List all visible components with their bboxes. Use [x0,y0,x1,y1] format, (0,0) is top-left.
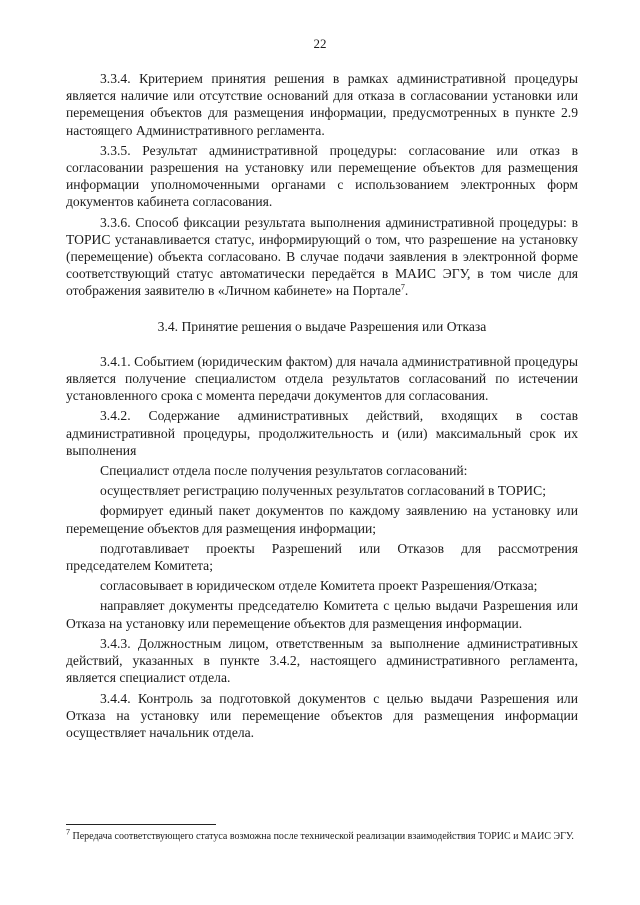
paragraph-3-3-5: 3.3.5. Результат административной процедуры: согласование или отказ в согласовании разрешения на установку или перемещение объектов для размещения информации уполномоченными органами с использованием электронных форм документов кабинета согласования. [66,142,578,210]
list-item: согласовывает в юридическом отделе Комитета проект Разрешения/Отказа; [100,578,538,594]
document-body [66,70,578,744]
footnote-text: Передача соответствующего статуса возможна после технической реализации взаимодействия ТОРИС и МАИС ЭГУ. [72,831,574,842]
list-item: осуществляет регистрацию полученных результатов согласований в ТОРИС; [100,483,546,499]
paragraph-3-4-4: 3.4.4. Контроль за подготовкой документов с целью выдачи Разрешения или Отказа на установку или перемещение объектов для размещения информации осуществляет начальник отдела. [66,690,578,740]
paragraph-3-3-4: 3.3.4. Критерием принятия решения в рамках административной процедуры является наличие или отсутствие оснований для отказа в согласовании установки или перемещения объектов для размещения информации, предусмотренных в пункте 2.9 настоящего Административного регламента. [66,71,578,138]
page-number: 22 [313,36,327,51]
paragraph-3-4-1: 3.4.1. Событием (юридическим фактом) для начала административной процедуры является получение специалистом отдела результатов согласований по истечении установленного срока с момента передачи документов для согласования. [66,353,578,404]
list-item: формирует единый пакет документов по каждому заявлению на установку или перемещение объектов для размещения информации; [66,503,578,536]
paragraph-3-4-2: 3.4.2. Содержание административных действий, входящих в состав административной процедуры, продолжительность и (или) максимальный срок их выполнения [66,408,578,458]
footnote-ref: 7 [400,282,405,292]
paragraph-3-4-3: 3.4.3. Должностным лицом, ответственным за выполнение административных действий, указанных в пункте 3.4.2, настоящего административного регламента, является специалист отдела. [66,635,578,686]
list-item: подготавливает проекты Разрешений или Отказов для рассмотрения председателем Комитета; [66,540,578,574]
paragraph-3-3-6-text: 3.3.6. Способ фиксации результата выполнения административной процедуры: в ТОРИС устанавливается статус, информирующий о том, что разрешение на установку (перемещение) объекта согласовано. В случае подачи заявления в электронной форме соответствующий статус автоматически передаётся в МАИС ЭГУ, в том числе для отображения заявителю в «Личном кабинете» на Портале [66,214,578,299]
footnote [66,827,578,843]
list-item: направляет документы председателю Комитета с целью выдачи Разрешения или Отказа на установку или перемещение объектов для размещения информации. [66,598,578,631]
section-title: 3.4. Принятие решения о выдаче Разрешения или Отказа [157,318,487,334]
list-intro: Специалист отдела после получения результатов согласований: [100,463,468,479]
footnote-number: 7 [66,827,70,837]
footnote-divider [66,824,216,825]
paragraph-3-3-6: 3.3.6. Способ фиксации результата выполнения административной процедуры: в ТОРИС устанавливается статус, информирующий о том, что разрешение на установку (перемещение) объекта согласовано. В случае подачи заявления в электронной форме соответствующий статус автоматически передаётся в МАИС ЭГУ, в том числе для отображения заявителю в «Личном кабинете» на Портале$^7$. [66,214,578,299]
